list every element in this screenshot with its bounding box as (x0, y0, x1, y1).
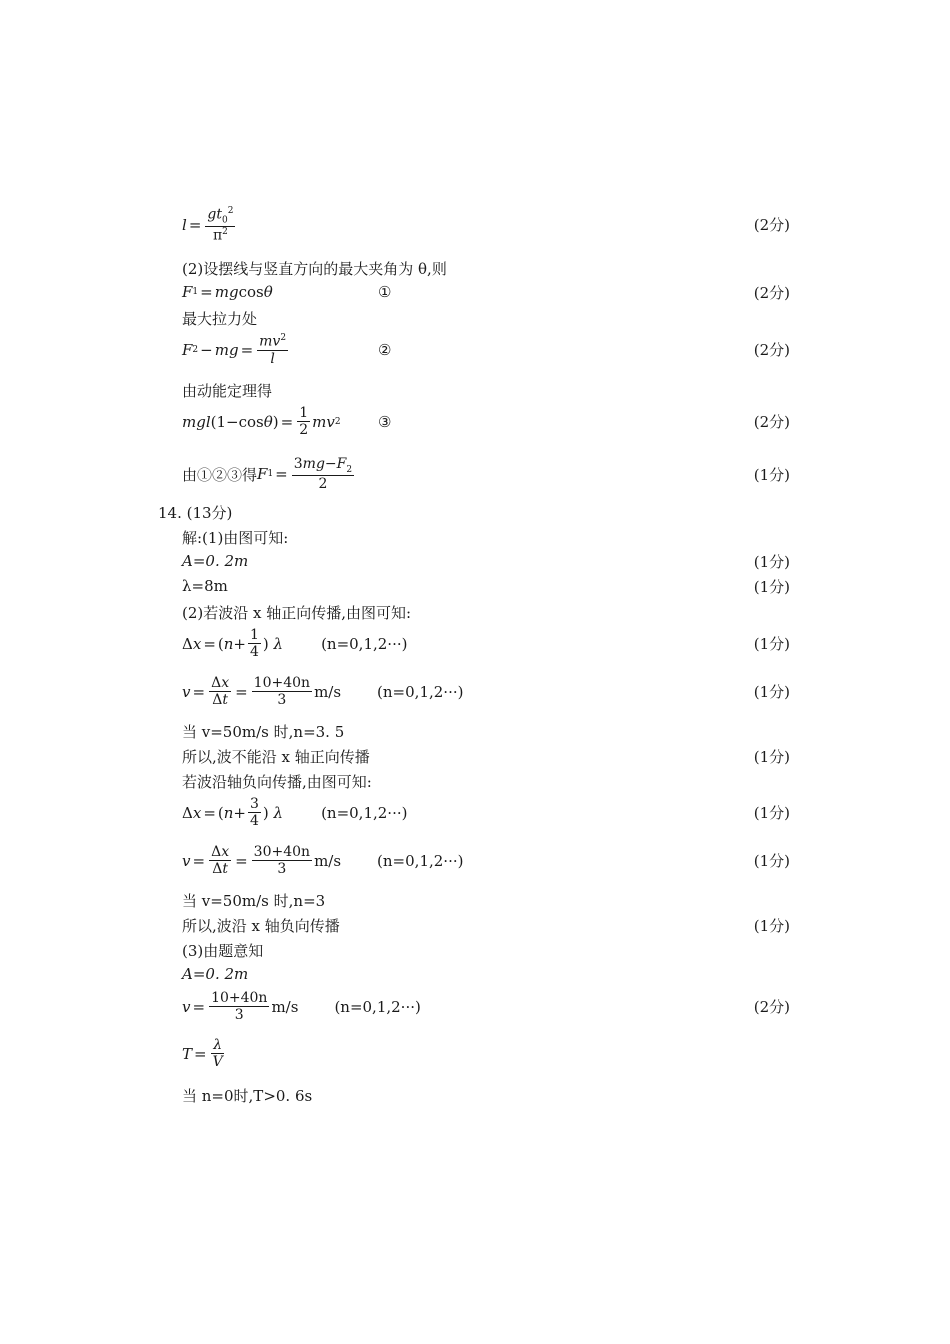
eq-f2: F 2 − mg = $\frac{mv^2}{l}$ ② (2分) (182, 333, 790, 367)
score: (1分) (753, 804, 790, 823)
marker-1: ① (378, 283, 392, 301)
eq-v-part3: v = $\frac{10+40n}{3}$ m/s (n=0,1,2···) (2分) (182, 990, 790, 1024)
along-negative: 所以,波沿 x 轴负向传播 (1分) (182, 917, 790, 935)
score: (2分) (753, 413, 790, 432)
solution-part1: 解:(1)由图可知: (182, 529, 289, 547)
when-positive: 当 v=50m/s 时,n=3. 5 (182, 723, 345, 741)
score: (2分) (753, 341, 790, 360)
score: (1分) (753, 748, 790, 766)
score: (1分) (753, 635, 790, 654)
score: (2分) (753, 283, 790, 302)
wavelength-line: λ=8m (1分) (182, 577, 790, 596)
eq-v-negative: v = $\frac{\Delta x}{\Delta t}$ = $\frac{30+40n}{3}$ m/s (n=0,1,2···) (1分) (182, 844, 790, 878)
amplitude-line: A=0. 2m (1分) (182, 552, 790, 571)
score: (1分) (753, 552, 790, 571)
score: (1分) (753, 852, 790, 871)
eq-dx-positive: Δ x = ( n + $\frac{1}{4}$ ) λ (n=0,1,2···) (1分) (182, 627, 790, 661)
when-n0: 当 n=0时,T>0. 6s (182, 1087, 313, 1105)
score: (1分) (753, 465, 790, 484)
score: (2分) (753, 216, 790, 235)
score: (2分) (753, 998, 790, 1017)
when-negative: 当 v=50m/s 时,n=3 (182, 892, 326, 910)
part2-intro: (2)设摆线与竖直方向的最大夹角为 θ,则 (182, 260, 447, 278)
negative-direction-label: 若波沿轴负向传播,由图可知: (182, 773, 372, 791)
positive-direction-label: (2)若波沿 x 轴正向传播,由图可知: (182, 604, 412, 622)
score: (1分) (753, 577, 790, 596)
eq-l: l = $\frac{gt_0^2}{\pi^2}$ (2分) (182, 206, 790, 244)
question-14-header: 14. (13分) (158, 504, 233, 522)
score: (1分) (753, 683, 790, 702)
max-pull-label: 最大拉力处 (182, 310, 258, 328)
cannot-positive: 所以,波不能沿 x 轴正向传播 (1分) (182, 748, 790, 766)
part3-label: (3)由题意知 (182, 942, 264, 960)
amplitude-line-2: A=0. 2m (182, 965, 249, 983)
marker-3: ③ (378, 412, 392, 431)
eq-period: T = $\frac{\lambda}{V}$ (182, 1037, 223, 1071)
eq-v-positive: v = $\frac{\Delta x}{\Delta t}$ = $\frac{10+40n}{3}$ m/s (n=0,1,2···) (1分) (182, 675, 790, 709)
eq-f1: F 1 = mg cos θ ① (2分) (182, 283, 790, 302)
eq-dx-negative: Δ x = ( n + $\frac{3}{4}$ ) λ (n=0,1,2···) (1分) (182, 796, 790, 830)
score: (1分) (753, 917, 790, 935)
kinetic-theorem-label: 由动能定理得 (182, 382, 273, 400)
eq-energy: mgl (1−cos θ ) = $\frac{1}{2}$ mv 2 ③ (2分) (182, 405, 790, 439)
eq-result: 由①②③得 F 1 = $\frac{3mg-F_2}{2}$ (1分) (182, 456, 790, 493)
marker-2: ② (378, 340, 392, 359)
